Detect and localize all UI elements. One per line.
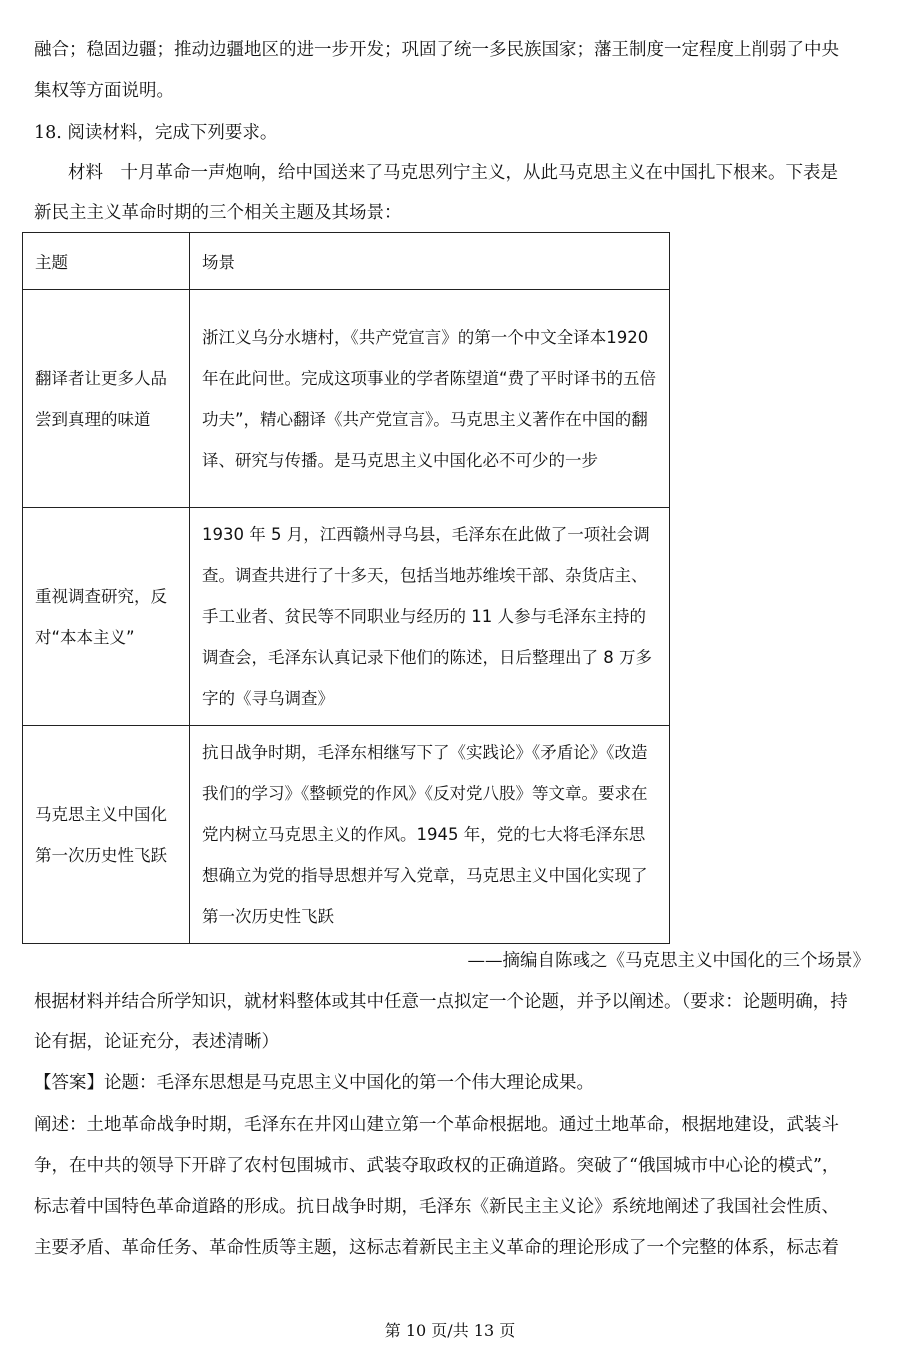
header-scene: 场景 <box>190 233 670 290</box>
row-scene: 抗日战争时期，毛泽东相继写下了《实践论》《矛盾论》《改造我们的学习》《整顿党的作风》《反对党八股》等文章。要求在党内树立马克思主义的作风。1945 年，党的七大将毛泽东思想确立为党的指导思想并写入党章，马克思主义中国化实现了第一次历史性飞跃 <box>190 726 670 944</box>
material-attribution: ——摘编自陈彧之《马克思主义中国化的三个场景》 <box>467 951 870 971</box>
answer-explanation-line-4: 主要矛盾、革命任务、革命性质等主题，这标志着新民主主义革命的理论形成了一个完整的体系，标志着 <box>34 1238 839 1258</box>
row-topic: 重视调查研究，反对“本本主义” <box>23 508 190 726</box>
answer-explanation-line-2: 争，在中共的领导下开辟了农村包围城市、武装夺取政权的正确道路。突破了“俄国城市中心论的模式”， <box>34 1156 840 1176</box>
answer-thesis-line <box>34 1063 874 1104</box>
material-line-2: 新民主主义革命时期的三个相关主题及其场景： <box>34 203 402 223</box>
row-topic: 马克思主义中国化第一次历史性飞跃 <box>23 726 190 944</box>
table-row <box>23 508 670 726</box>
requirement-line-1: 根据材料并结合所学知识，就材料整体或其中任意一点拟定一个论题，并予以阐述。（要求：论题明确，持 <box>34 992 848 1012</box>
material-line-1: 材料 十月革命一声炮响，给中国送来了马克思列宁主义，从此马克思主义在中国扎下根来。下表是 <box>68 163 838 183</box>
page-footer: 第 10 页/共 13 页 <box>384 1321 516 1340</box>
requirement-line-2: 论有据，论证充分，表述清晰） <box>34 1032 279 1052</box>
table-header-row <box>23 233 670 290</box>
row-topic: 翻译者让更多人品尝到真理的味道 <box>23 290 190 508</box>
row-scene: 浙江义乌分水塘村，《共产党宣言》的第一个中文全译本1920年在此问世。完成这项事业的学者陈望道“费了平时译书的五倍功夫”，精心翻译《共产党宣言》。马克思主义著作在中国的翻译、研究与传播。是马克思主义中国化必不可少的一步 <box>190 290 670 508</box>
question-heading: 18. 阅读材料，完成下列要求。 <box>34 123 278 143</box>
answer-explanation-line-3: 标志着中国特色革命道路的形成。抗日战争时期，毛泽东《新民主主义论》系统地阐述了我国社会性质、 <box>34 1197 839 1217</box>
table-row <box>23 290 670 508</box>
intro-line-1: 融合；稳固边疆；推动边疆地区的进一步开发；巩固了统一多民族国家；藩王制度一定程度上削弱了中央 <box>34 40 839 60</box>
intro-line-2: 集权等方面说明。 <box>34 81 174 101</box>
answer-label: 【答案】 <box>34 1073 104 1093</box>
table-row <box>23 726 670 944</box>
row-scene: 1930 年 5 月，江西赣州寻乌县，毛泽东在此做了一项社会调查。调查共进行了十多天，包括当地苏维埃干部、杂货店主、手工业者、贫民等不同职业与经历的 11 人参与毛泽东主持的调查会，毛泽东认真记录下他们的陈述，日后整理出了 8 万多字的《寻乌调查》 <box>190 508 670 726</box>
header-topic: 主题 <box>23 233 190 290</box>
answer-thesis: 论题：毛泽东思想是马克思主义中国化的第一个伟大理论成果。 <box>104 1073 594 1093</box>
scenes-table <box>22 232 670 944</box>
answer-explanation-line-1: 阐述：土地革命战争时期，毛泽东在井冈山建立第一个革命根据地。通过土地革命，根据地建设，武装斗 <box>34 1115 839 1135</box>
